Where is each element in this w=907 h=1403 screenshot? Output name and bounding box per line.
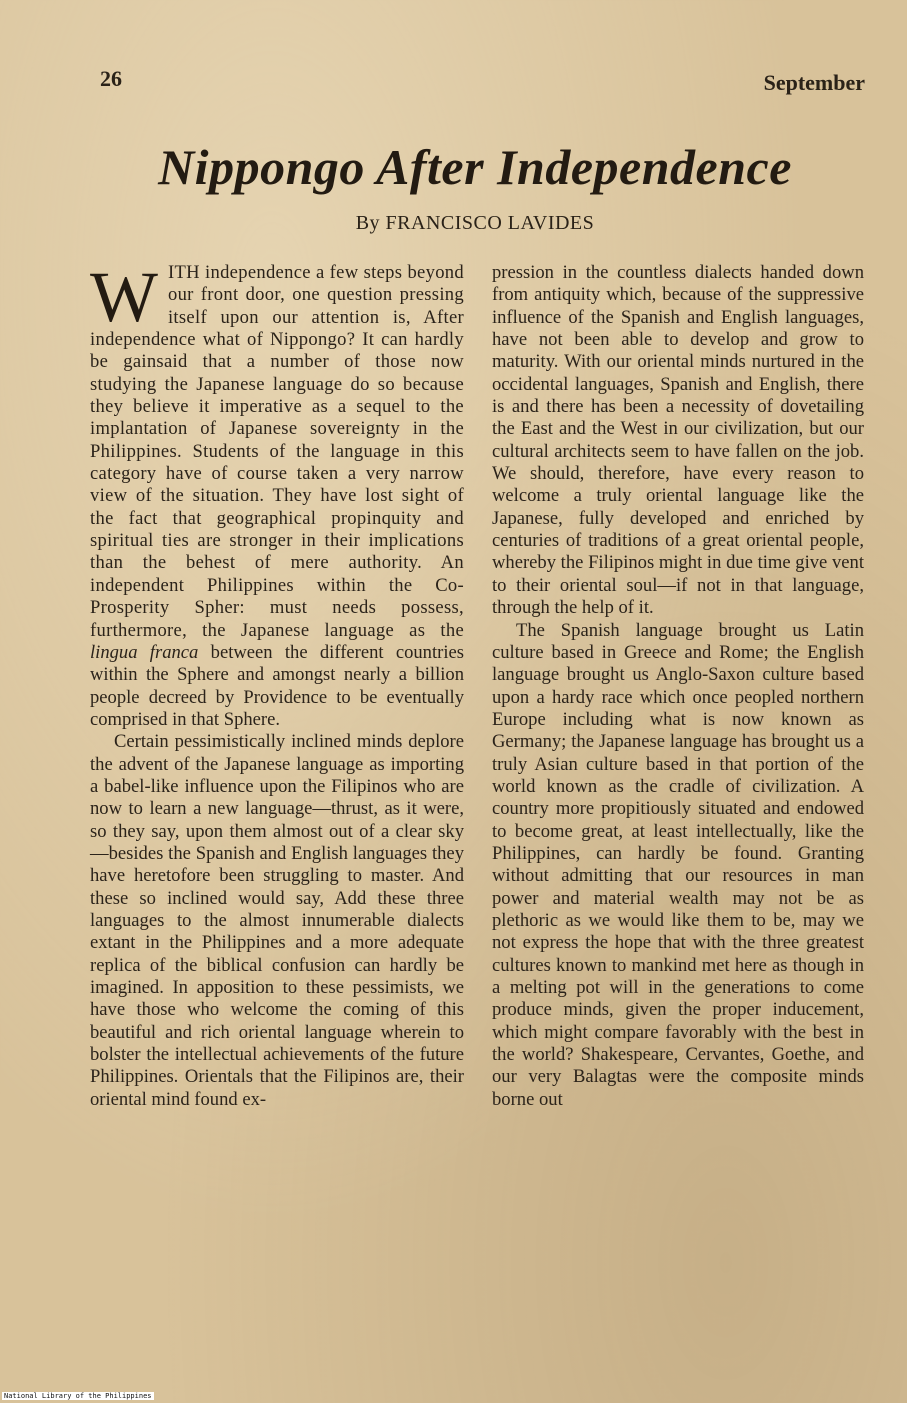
italic-lingua-franca: lingua franca	[90, 641, 199, 663]
running-head-month: September	[763, 70, 865, 95]
drop-cap: W	[90, 257, 158, 337]
paragraph-1-lead: ITH independence a few steps beyond our front door, one question pressing itself upon our attention is, After independence what of Nippongo? It can hardly be gainsaid that a number of those now studying the Japanese language do so because they believe it imperative as a sequel to the implantation of Japanese sovereignty in the Philippines. Students of the language in this category have of course taken a very narrow view of the situation. They have lost sight of the fact that geographical propinquity and spiritual ties are stronger in their implications than the behest of mere authority. An independent Philippines within the Co-Prosperity Spher: must needs possess, furthermore, the Japanese language as the	[90, 262, 464, 641]
paragraph-1-tail: between the different countries within the Sphere and amongst nearly a billion people decreed by Providence to be eventually comprised in that Sphere.	[90, 641, 464, 730]
paragraph-2: Certain pessimistically inclined minds deplore the advent of the Japanese language as importing a babel-like influence upon the Filipinos who are now to learn a new language—thrust, as it were, so they say, upon them almost out of a clear sky—besides the Spanish and English languages they have heretofore been struggling to master. And these so inclined would say, Add these three languages to the almost innumerable dialects extant in the Philippines and a more adequate replica of the biblical confusion can hardly be imagined. In apposition to these pessimists, we have those who welcome the coming of this beautiful and rich oriental language wherein to bolster the intellectual achievements of the future Philippines. Orientals that the Filipinos are, their oriental mind found ex-	[90, 731, 464, 1110]
article-title: Nippongo After Independence	[158, 139, 792, 195]
page-number: 26	[100, 66, 122, 91]
paragraph-3: pression in the countless dialects handed down from antiquity which, because of the suppressive influence of the Spanish and English languages, have not been able to develop and grow to maturity. With our oriental minds nurtured in the occidental languages, Spanish and English, there is and there has been a necessity of dovetailing the East and the West in our civilization, but our cultural architects seem to have fallen on the job. We should, therefore, have every reason to welcome a truly oriental language like the Japanese, fully developed and enriched by centuries of traditions of a great oriental people, whereby the Filipinos might in due time give vent to their oriental soul—if not in that language, through the help of it.	[492, 262, 864, 619]
paragraph-1	[90, 257, 464, 731]
byline	[0, 212, 907, 235]
byline-prefix: By	[355, 212, 381, 234]
article-column-left	[90, 257, 464, 1111]
library-credit: National Library of the Philippines	[4, 1392, 152, 1400]
author-name: FRANCISCO LAVIDES	[385, 212, 595, 234]
paragraph-4: The Spanish language brought us Latin culture based in Greece and Rome; the English language brought us Anglo-Saxon culture based upon a hardy race which once peopled northern Europe including what is now known as Germany; the Japanese language has brought us a truly Asian culture based in that portion of the world known as the cradle of civilization. A country more propitiously situated and endowed to become great, at least intellectually, like the Philippines, can hardly be found. Granting without admitting that our resources in man power and material wealth may not be as plethoric as we would like them to be, may we not express the hope that with the three greatest cultures known to mankind met here as though in a melting pot will in the generations to come produce minds, given the proper inducement, which might compare favorably with the best in the world? Shakespeare, Cervantes, Goethe, and our very Balagtas were the composite minds borne out	[492, 619, 864, 1110]
article-column-right	[492, 262, 864, 1111]
